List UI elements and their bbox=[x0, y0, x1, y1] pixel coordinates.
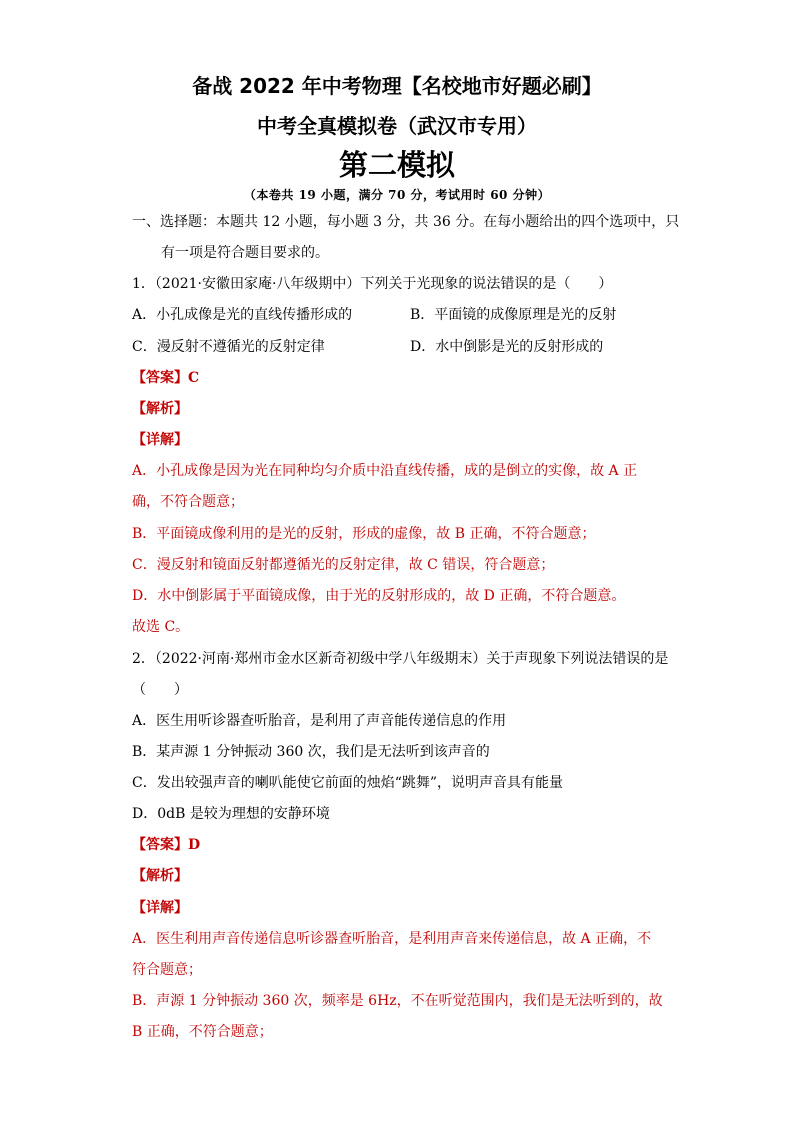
exam-info: （本卷共 19 小题，满分 70 分，考试用时 60 分钟） bbox=[243, 188, 551, 202]
question-1-option-c: C．漫反射不遵循光的反射定律 bbox=[132, 339, 325, 355]
section-instruction: 一、选择题：本题共 12 小题，每小题 3 分，共 36 分。在每小题给出的四个选项中，只 bbox=[132, 214, 680, 230]
question-2-answer: 【答案】D bbox=[132, 837, 201, 853]
question-2-stem-cont: （ ） bbox=[132, 682, 188, 698]
question-1-detail-a: A．小孔成像是因为光在同种均匀介质中沿直线传播，成的是倒立的实像，故 A 正 bbox=[132, 463, 638, 479]
question-2-option-b: B．某声源 1 分钟振动 360 次，我们是无法听到该声音的 bbox=[132, 744, 490, 760]
question-2-option-c: C．发出较强声音的喇叭能使它前面的烛焰“跳舞”，说明声音具有能量 bbox=[132, 775, 564, 791]
question-2-analysis-label: 【解析】 bbox=[132, 868, 188, 884]
question-1-detail-c: C．漫反射和镜面反射都遵循光的反射定律，故 C 错误，符合题意； bbox=[132, 557, 555, 573]
question-2-detail-label: 【详解】 bbox=[132, 900, 188, 916]
question-1-stem: 1．（2021·安徽田家庵·八年级期中）下列关于光现象的说法错误的是（ ） bbox=[132, 276, 613, 292]
question-1-detail-label: 【详解】 bbox=[132, 432, 188, 448]
question-2-stem: 2．（2022·河南·郑州市金水区新奇初级中学八年级期末）关于声现象下列说法错误的是 bbox=[132, 651, 669, 667]
exam-paper-name: 第二模拟 bbox=[338, 148, 455, 182]
question-1-option-d: D．水中倒影是光的反射形成的 bbox=[410, 339, 604, 355]
question-1-option-a: A．小孔成像是光的直线传播形成的 bbox=[132, 307, 353, 323]
question-1-detail-a-cont: 确，不符合题意； bbox=[132, 494, 244, 510]
question-1-detail-d: D．水中倒影属于平面镜成像，由于光的反射形成的，故 D 正确，不符合题意。 bbox=[132, 588, 626, 604]
question-1-analysis-label: 【解析】 bbox=[132, 401, 188, 417]
question-2-detail-b: B．声源 1 分钟振动 360 次，频率是 6Hz，不在听觉范围内，我们是无法听到的，故 bbox=[132, 993, 663, 1009]
question-2-detail-a-cont: 符合题意； bbox=[132, 962, 202, 978]
exam-subtitle: 中考全真模拟卷（武汉市专用） bbox=[257, 114, 537, 138]
exam-title: 备战 2022 年中考物理【名校地市好题必刷】 bbox=[192, 74, 602, 98]
question-1-option-b: B．平面镜的成像原理是光的反射 bbox=[410, 307, 617, 323]
question-1-detail-b: B．平面镜成像利用的是光的反射，形成的虚像，故 B 正确，不符合题意； bbox=[132, 526, 596, 542]
question-2-detail-b-cont: B 正确，不符合题意； bbox=[132, 1024, 273, 1040]
question-2-detail-a: A．医生利用声音传递信息听诊器查听胎音，是利用声音来传递信息，故 A 正确，不 bbox=[132, 931, 652, 947]
question-1-conclusion: 故选 C。 bbox=[132, 619, 190, 635]
question-2-option-d: D．0dB 是较为理想的安静环境 bbox=[132, 806, 330, 822]
section-instruction-cont: 有一项是符合题目要求的。 bbox=[161, 245, 329, 261]
question-2-option-a: A．医生用听诊器查听胎音，是利用了声音能传递信息的作用 bbox=[132, 713, 507, 729]
question-1-answer: 【答案】C bbox=[132, 370, 200, 386]
